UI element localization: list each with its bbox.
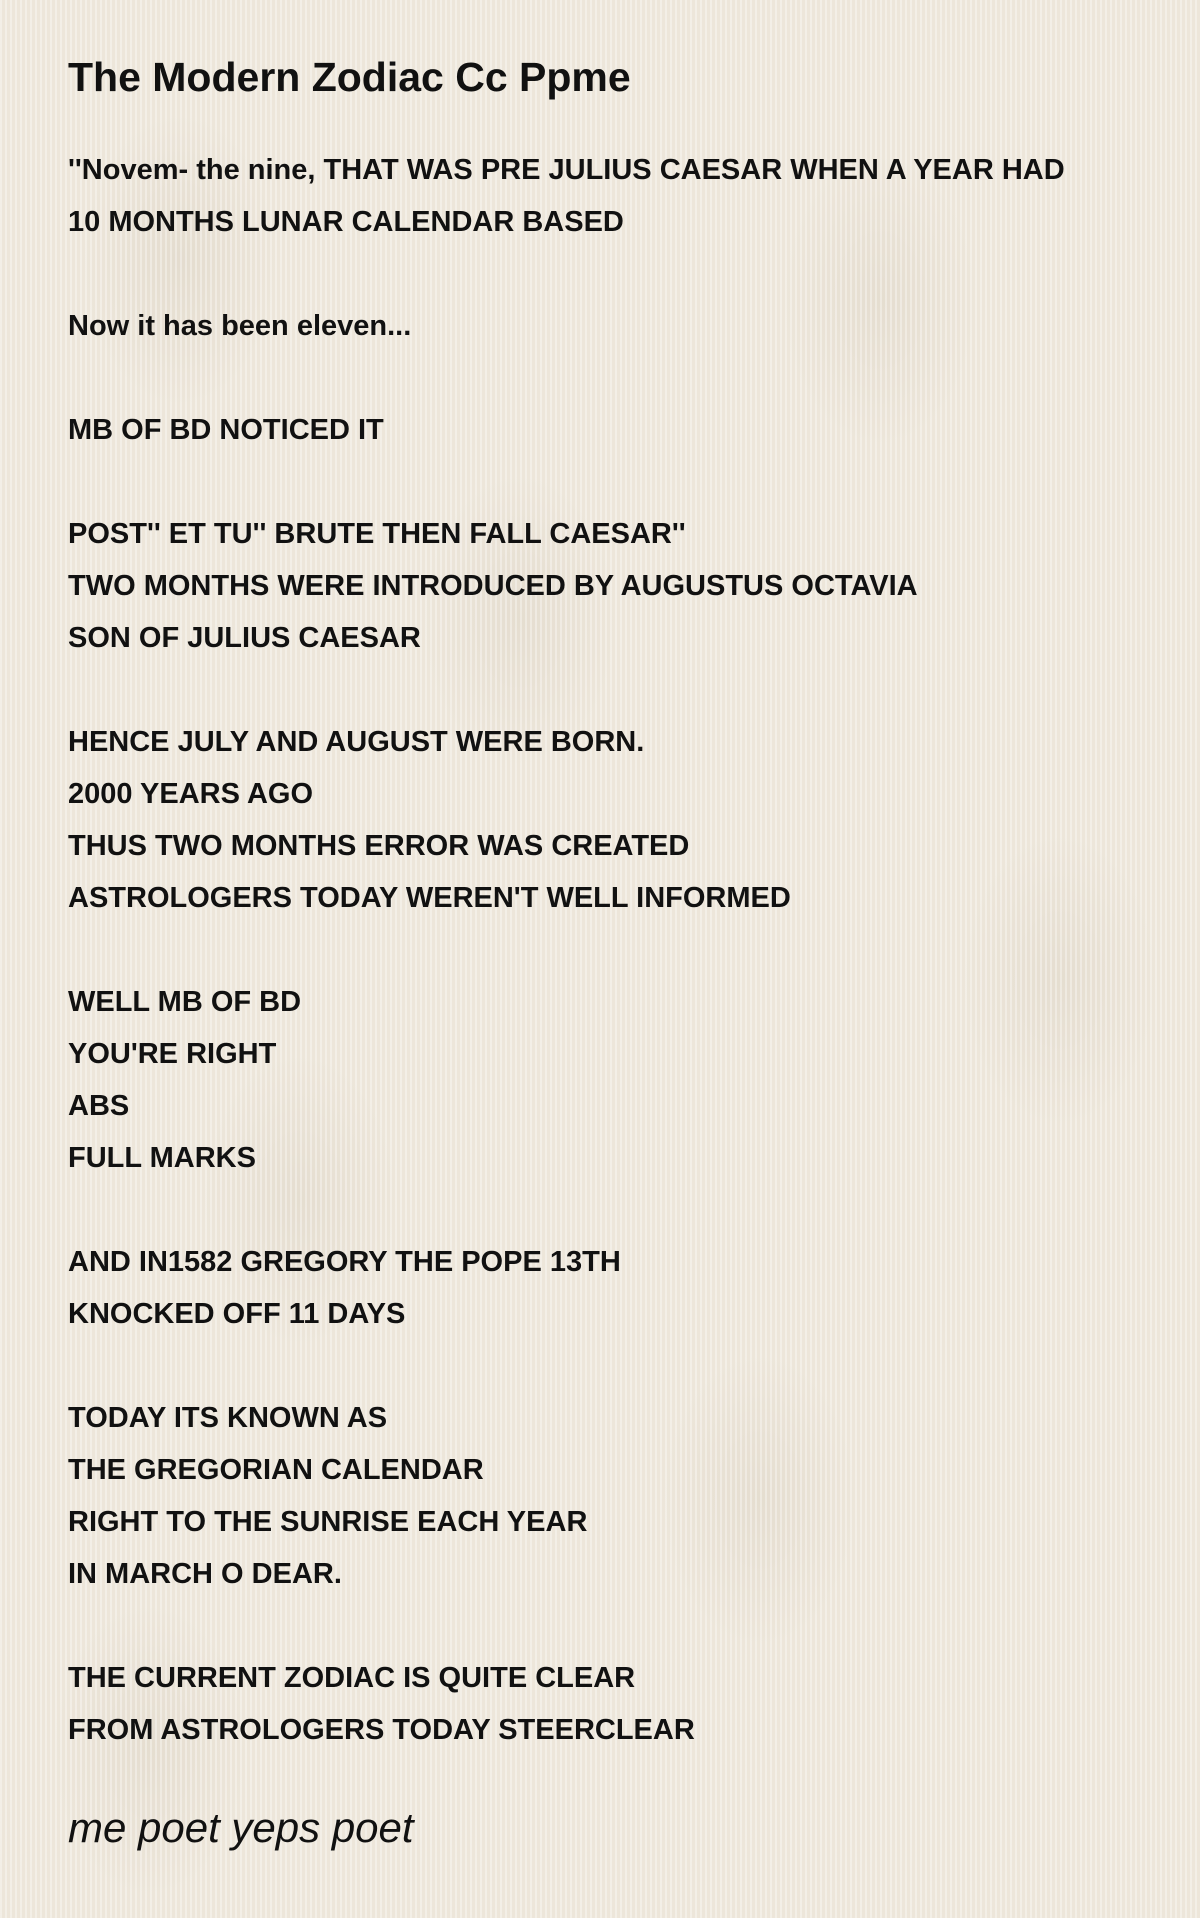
poem-line: POST'' ET TU'' BRUTE THEN FALL CAESAR'' xyxy=(68,518,686,550)
poem-line: RIGHT TO THE SUNRISE EACH YEAR xyxy=(68,1506,588,1538)
poem-line: HENCE JULY AND AUGUST WERE BORN. xyxy=(68,726,645,758)
stanza xyxy=(68,1236,1188,1340)
poem-line: ABS xyxy=(68,1090,130,1122)
poem-line: 2000 YEARS AGO xyxy=(68,778,313,810)
stanza xyxy=(68,1652,1188,1756)
poem-line: AND IN1582 GREGORY THE POPE 13TH xyxy=(68,1246,621,1278)
poem-title: The Modern Zodiac Cc Ppme xyxy=(68,54,631,100)
poem-line: ASTROLOGERS TODAY WEREN'T WELL INFORMED xyxy=(68,882,791,914)
stanza xyxy=(68,144,1188,248)
poem-line: THE CURRENT ZODIAC IS QUITE CLEAR xyxy=(68,1662,636,1694)
stanza xyxy=(68,1392,1188,1600)
stanza xyxy=(68,404,1188,456)
poem-line: FROM ASTROLOGERS TODAY STEERCLEAR xyxy=(68,1714,695,1746)
stanza xyxy=(68,300,1188,352)
poem-line: FULL MARKS xyxy=(68,1142,256,1174)
poem-line: 10 MONTHS LUNAR CALENDAR BASED xyxy=(68,206,624,238)
poem-page xyxy=(68,48,1188,1858)
poem-line: THUS TWO MONTHS ERROR WAS CREATED xyxy=(68,830,690,862)
poem-body xyxy=(68,144,1188,1756)
poem-line: TWO MONTHS WERE INTRODUCED BY AUGUSTUS OCTAVIA xyxy=(68,570,918,602)
stanza xyxy=(68,976,1188,1184)
poem-line: IN MARCH O DEAR. xyxy=(68,1558,342,1590)
poem-line: THE GREGORIAN CALENDAR xyxy=(68,1454,484,1486)
poem-line: TODAY ITS KNOWN AS xyxy=(68,1402,388,1434)
poem-line: YOU'RE RIGHT xyxy=(68,1038,277,1070)
poem-line: Now it has been eleven... xyxy=(68,310,412,342)
poem-author: me poet yeps poet xyxy=(68,1804,414,1851)
poem-line: WELL MB OF BD xyxy=(68,986,302,1018)
poem-line: MB OF BD NOTICED IT xyxy=(68,414,384,446)
poem-line: ''Novem- the nine, THAT WAS PRE JULIUS CAESAR WHEN A YEAR HAD xyxy=(68,154,1065,186)
poem-line: KNOCKED OFF 11 DAYS xyxy=(68,1298,406,1330)
poem-line: SON OF JULIUS CAESAR xyxy=(68,622,421,654)
stanza xyxy=(68,716,1188,924)
stanza xyxy=(68,508,1188,664)
